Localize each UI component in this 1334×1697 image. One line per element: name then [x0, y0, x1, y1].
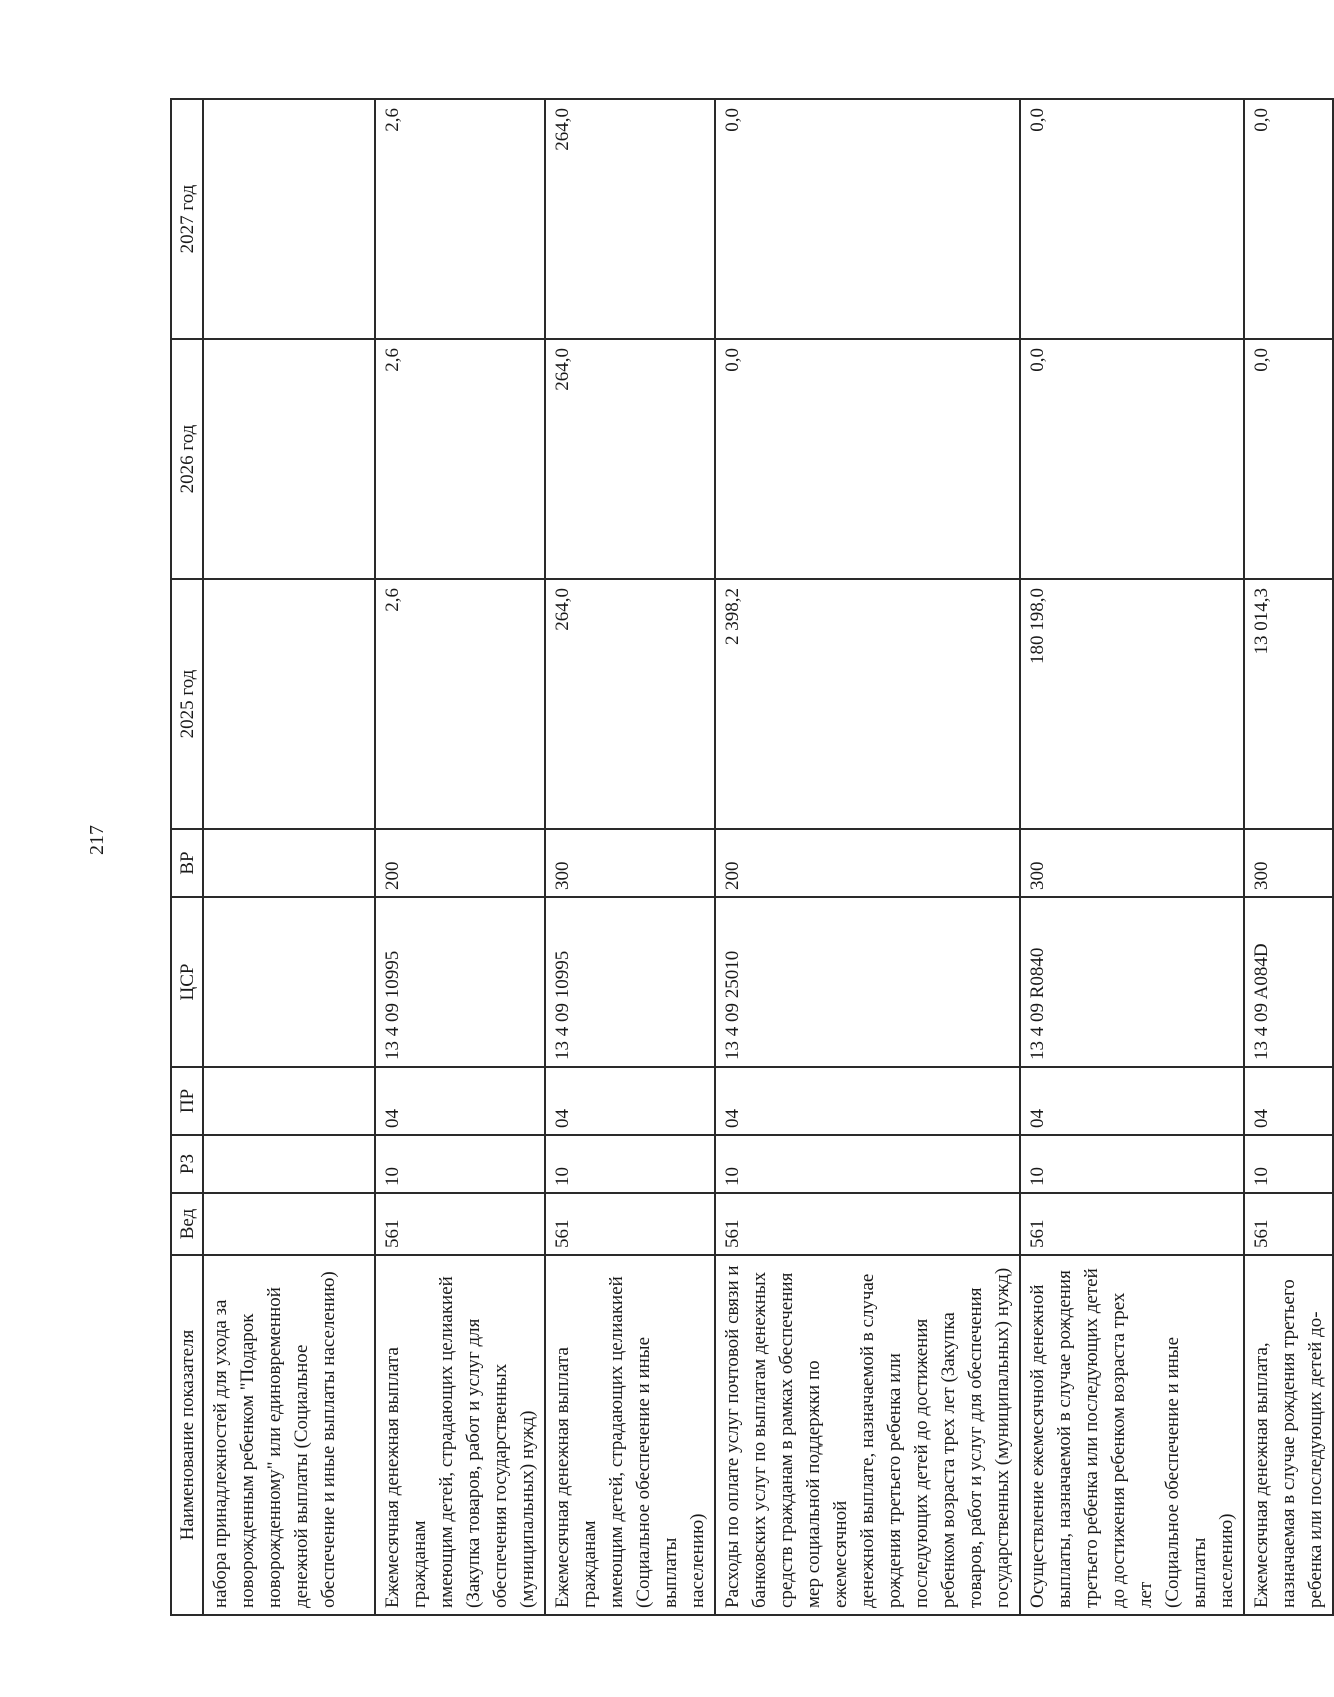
- cell-2026: [203, 339, 375, 579]
- cell-pr: 04: [715, 1067, 1020, 1135]
- table-row: [203, 99, 375, 1615]
- cell-rz: 10: [375, 1135, 545, 1193]
- cell-rz: 10: [545, 1135, 715, 1193]
- cell-pr: 04: [1020, 1067, 1244, 1135]
- cell-vr: 300: [1020, 829, 1244, 897]
- cell-csr: 13 4 09 10995: [375, 897, 545, 1067]
- table-row: [1020, 99, 1244, 1615]
- page-number: 217: [86, 825, 108, 855]
- header-2026: 2026 год: [171, 339, 203, 579]
- cell-ved: 561: [1020, 1193, 1244, 1255]
- table-row: [545, 99, 715, 1615]
- header-rz: РЗ: [171, 1135, 203, 1193]
- cell-csr: 13 4 09 R0840: [1020, 897, 1244, 1067]
- cell-2027: 0,0: [1244, 99, 1333, 339]
- cell-2027: 0,0: [1020, 99, 1244, 339]
- header-pr: ПР: [171, 1067, 203, 1135]
- cell-ved: 561: [715, 1193, 1020, 1255]
- header-vr: ВР: [171, 829, 203, 897]
- cell-csr: 13 4 09 25010: [715, 897, 1020, 1067]
- cell-name: Ежемесячная денежная выплата гражданам имеющим детей, страдающих целиакией (Социальное обеспечение и иные выплаты населению): [545, 1255, 715, 1615]
- cell-name: Ежемесячная денежная выплата, назначаемая в случае рождения третьего ребенка или последующих детей до-: [1244, 1255, 1333, 1615]
- cell-2025: 264,0: [545, 579, 715, 829]
- cell-vr: 300: [1244, 829, 1333, 897]
- header-2027: 2027 год: [171, 99, 203, 339]
- cell-2026: 0,0: [1020, 339, 1244, 579]
- cell-2025: 2 398,2: [715, 579, 1020, 829]
- cell-pr: 04: [545, 1067, 715, 1135]
- table-row: [715, 99, 1020, 1615]
- cell-ved: 561: [375, 1193, 545, 1255]
- cell-ved: 561: [1244, 1193, 1333, 1255]
- cell-2025: 180 198,0: [1020, 579, 1244, 829]
- table-row: [375, 99, 545, 1615]
- cell-2027: 0,0: [715, 99, 1020, 339]
- cell-rz: 10: [1020, 1135, 1244, 1193]
- rotated-page: [170, 100, 1326, 1616]
- cell-vr: 200: [375, 829, 545, 897]
- cell-2026: 2,6: [375, 339, 545, 579]
- table-row: [1244, 99, 1333, 1615]
- cell-name: Осуществление ежемесячной денежной выплаты, назначаемой в случае рождения третьего ребенка или последующих детей до достижения ребенком возраста трех лет (Социальное обеспечение и иные выплаты населению): [1020, 1255, 1244, 1615]
- cell-2026: 264,0: [545, 339, 715, 579]
- cell-2027: 2,6: [375, 99, 545, 339]
- cell-rz: 10: [715, 1135, 1020, 1193]
- cell-name: набора принадлежностей для ухода за новорожденным ребенком "Подарок новорожденному" или единовременной денежной выплаты (Социальное обеспечение и иные выплаты населению): [203, 1255, 375, 1615]
- cell-name: Расходы по оплате услуг почтовой связи и банковских услуг по выплатам денежных средств гражданам в рамках обеспечения мер социальной поддержки по ежемесячной денежной выплате, назначаемой в случае рождения третьего ребенка или последующих детей до достижения ребенком возраста трех лет (Закупка товаров, работ и услуг для обеспечения государственных (муниципальных) нужд): [715, 1255, 1020, 1615]
- cell-csr: 13 4 09 10995: [545, 897, 715, 1067]
- cell-rz: 10: [1244, 1135, 1333, 1193]
- budget-table: [170, 98, 1334, 1616]
- header-2025: 2025 год: [171, 579, 203, 829]
- cell-csr: 13 4 09 A084D: [1244, 897, 1333, 1067]
- cell-csr: [203, 897, 375, 1067]
- cell-name: Ежемесячная денежная выплата гражданам имеющим детей, страдающих целиакией (Закупка товаров, работ и услуг для обеспечения государственных (муниципальных) нужд): [375, 1255, 545, 1615]
- header-csr: ЦСР: [171, 897, 203, 1067]
- cell-2025: [203, 579, 375, 829]
- cell-2027: 264,0: [545, 99, 715, 339]
- cell-2026: 0,0: [715, 339, 1020, 579]
- cell-vr: [203, 829, 375, 897]
- cell-vr: 300: [545, 829, 715, 897]
- header-ved: Вед: [171, 1193, 203, 1255]
- cell-pr: 04: [375, 1067, 545, 1135]
- cell-ved: [203, 1193, 375, 1255]
- cell-pr: [203, 1067, 375, 1135]
- cell-2027: [203, 99, 375, 339]
- cell-pr: 04: [1244, 1067, 1333, 1135]
- cell-ved: 561: [545, 1193, 715, 1255]
- header-row: [171, 99, 203, 1615]
- cell-2026: 0,0: [1244, 339, 1333, 579]
- cell-rz: [203, 1135, 375, 1193]
- cell-2025: 13 014,3: [1244, 579, 1333, 829]
- cell-2025: 2,6: [375, 579, 545, 829]
- header-name: Наименование показателя: [171, 1255, 203, 1615]
- cell-vr: 200: [715, 829, 1020, 897]
